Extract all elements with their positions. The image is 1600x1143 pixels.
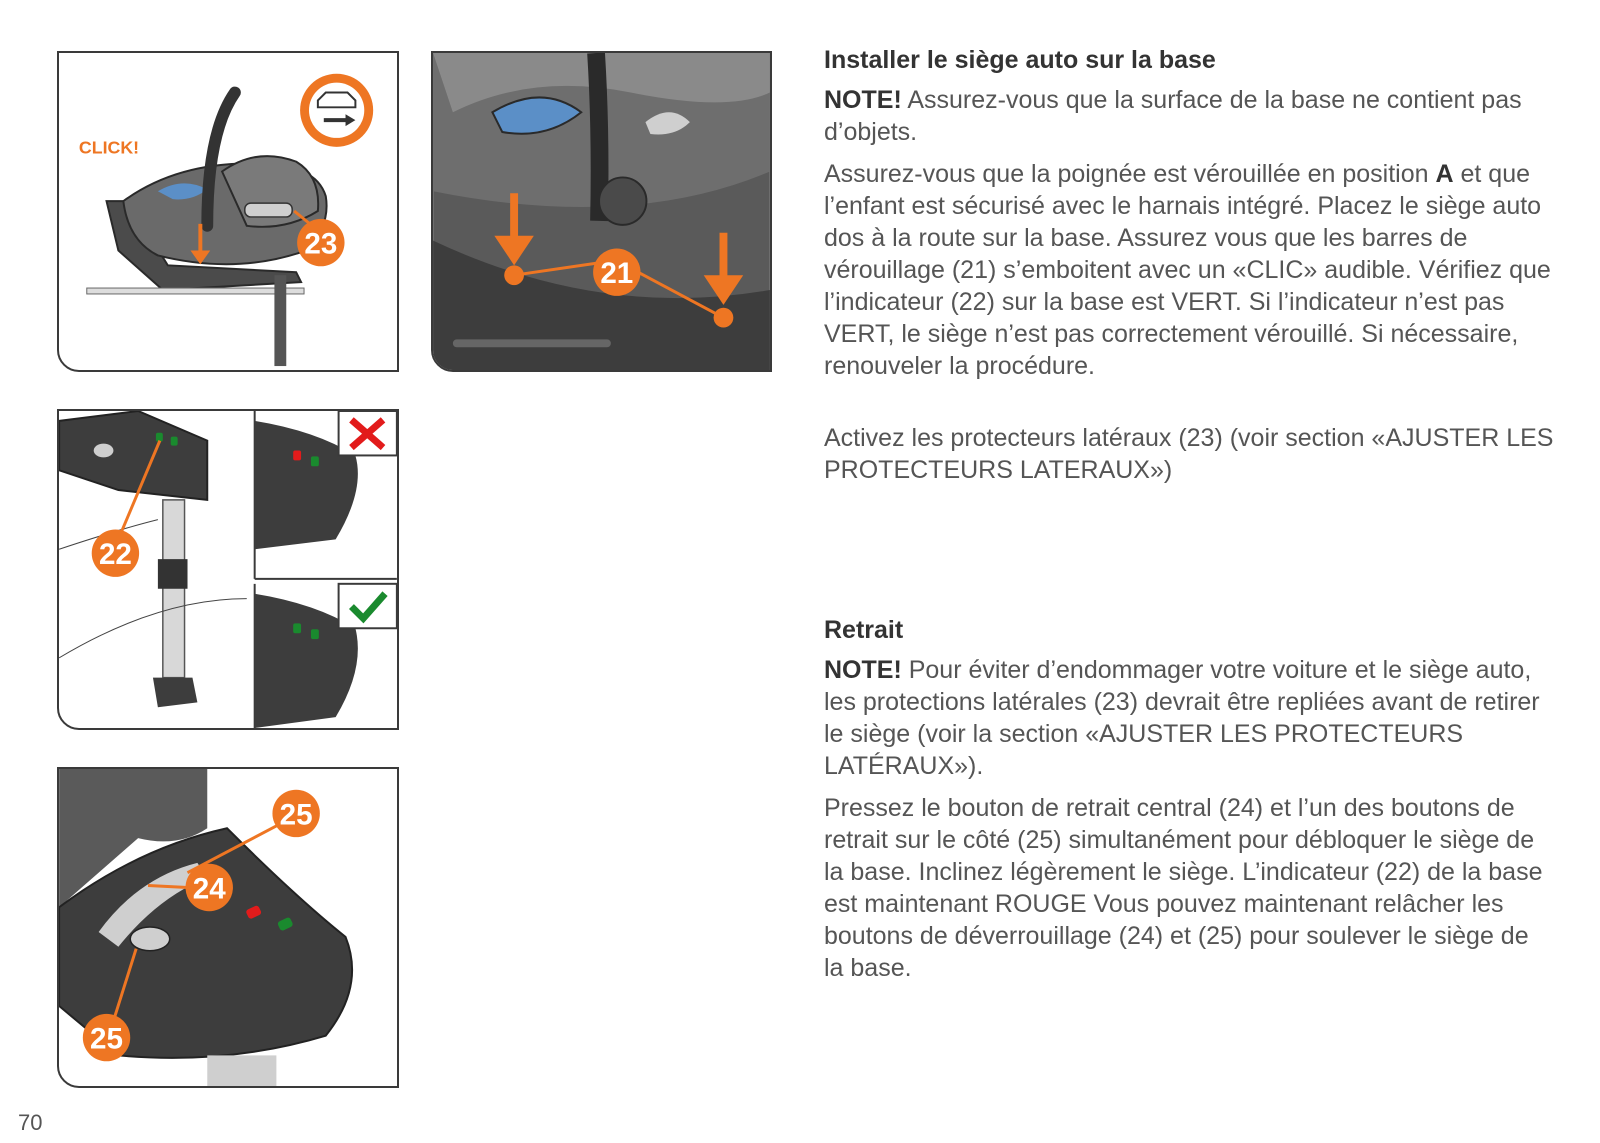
install-paragraph-2: Activez les protecteurs latéraux (23) (voir section «AJUSTER LES PROTECTEURS LATERAUX») [824, 424, 1554, 484]
install-note-label: NOTE! [824, 86, 902, 114]
removal-paragraph-1: Pressez le bouton de retrait central (24) et l’un des boutons de retrait sur le côté (25) simultanément pour débloquer le siège de la base. Inclinez légèrement le siège. L’indicateur (22) de la base est maintenant ROUGE Vous pouvez maintenant relâcher les boutons de déverrouillage (24) et (25) pour soulever le siège de la base. [824, 794, 1543, 982]
install-p1-after: et que l’enfant est sécurisé avec le harnais intégré. Placez le siège auto dos à la route sur la base. Assurez vous que les barres de vérouillage (21) s’emboitent avec un «CLIC» audible. Vérifiez que l’indicateur (22) sur la base est VERT. Si l’indicateur n’est pas VERT, le siège n’est pas correctement vérouillé. Si nécessaire, renouveler la procédure. [824, 160, 1551, 380]
figure-locking-bars [431, 51, 772, 372]
callout-24: 24 [192, 872, 226, 906]
instructions-column [824, 44, 1554, 994]
install-section-title: Installer le siège auto sur la base [824, 46, 1216, 74]
click-label: CLICK! [78, 137, 140, 158]
removal-note-label: NOTE! [824, 656, 902, 684]
indicator-illustration [59, 411, 397, 728]
removal-section-title: Retrait [824, 616, 904, 644]
figure-indicator [57, 409, 399, 730]
page-number: 70 [18, 1110, 43, 1135]
install-note-text: Assurez-vous que la surface de la base ne contient pas d’objets. [824, 86, 1522, 146]
figure-seat-on-base [57, 51, 399, 372]
callout-25-top: 25 [279, 798, 313, 832]
figure-release-buttons [57, 767, 399, 1088]
callout-21: 21 [600, 257, 634, 291]
install-note [824, 84, 1554, 148]
seat-on-base-illustration [59, 53, 397, 370]
install-paragraph-1 [824, 158, 1554, 382]
install-p1-before: Assurez-vous que la poignée est vérouillée en position [824, 160, 1436, 188]
install-p1-bold: A [1435, 160, 1454, 188]
callout-25-bottom: 25 [90, 1022, 124, 1056]
removal-note [824, 654, 1554, 782]
callout-22: 22 [98, 538, 132, 572]
callout-23: 23 [304, 227, 338, 261]
release-buttons-illustration [59, 769, 397, 1086]
locking-bars-illustration [433, 53, 770, 370]
removal-note-text: Pour éviter d’endommager votre voiture et le siège auto, les protections latérales (23) devrait être repliées avant de retirer le siège (voir la section «AJUSTER LES PROTECTEURS LATÉRAUX»). [824, 656, 1540, 780]
